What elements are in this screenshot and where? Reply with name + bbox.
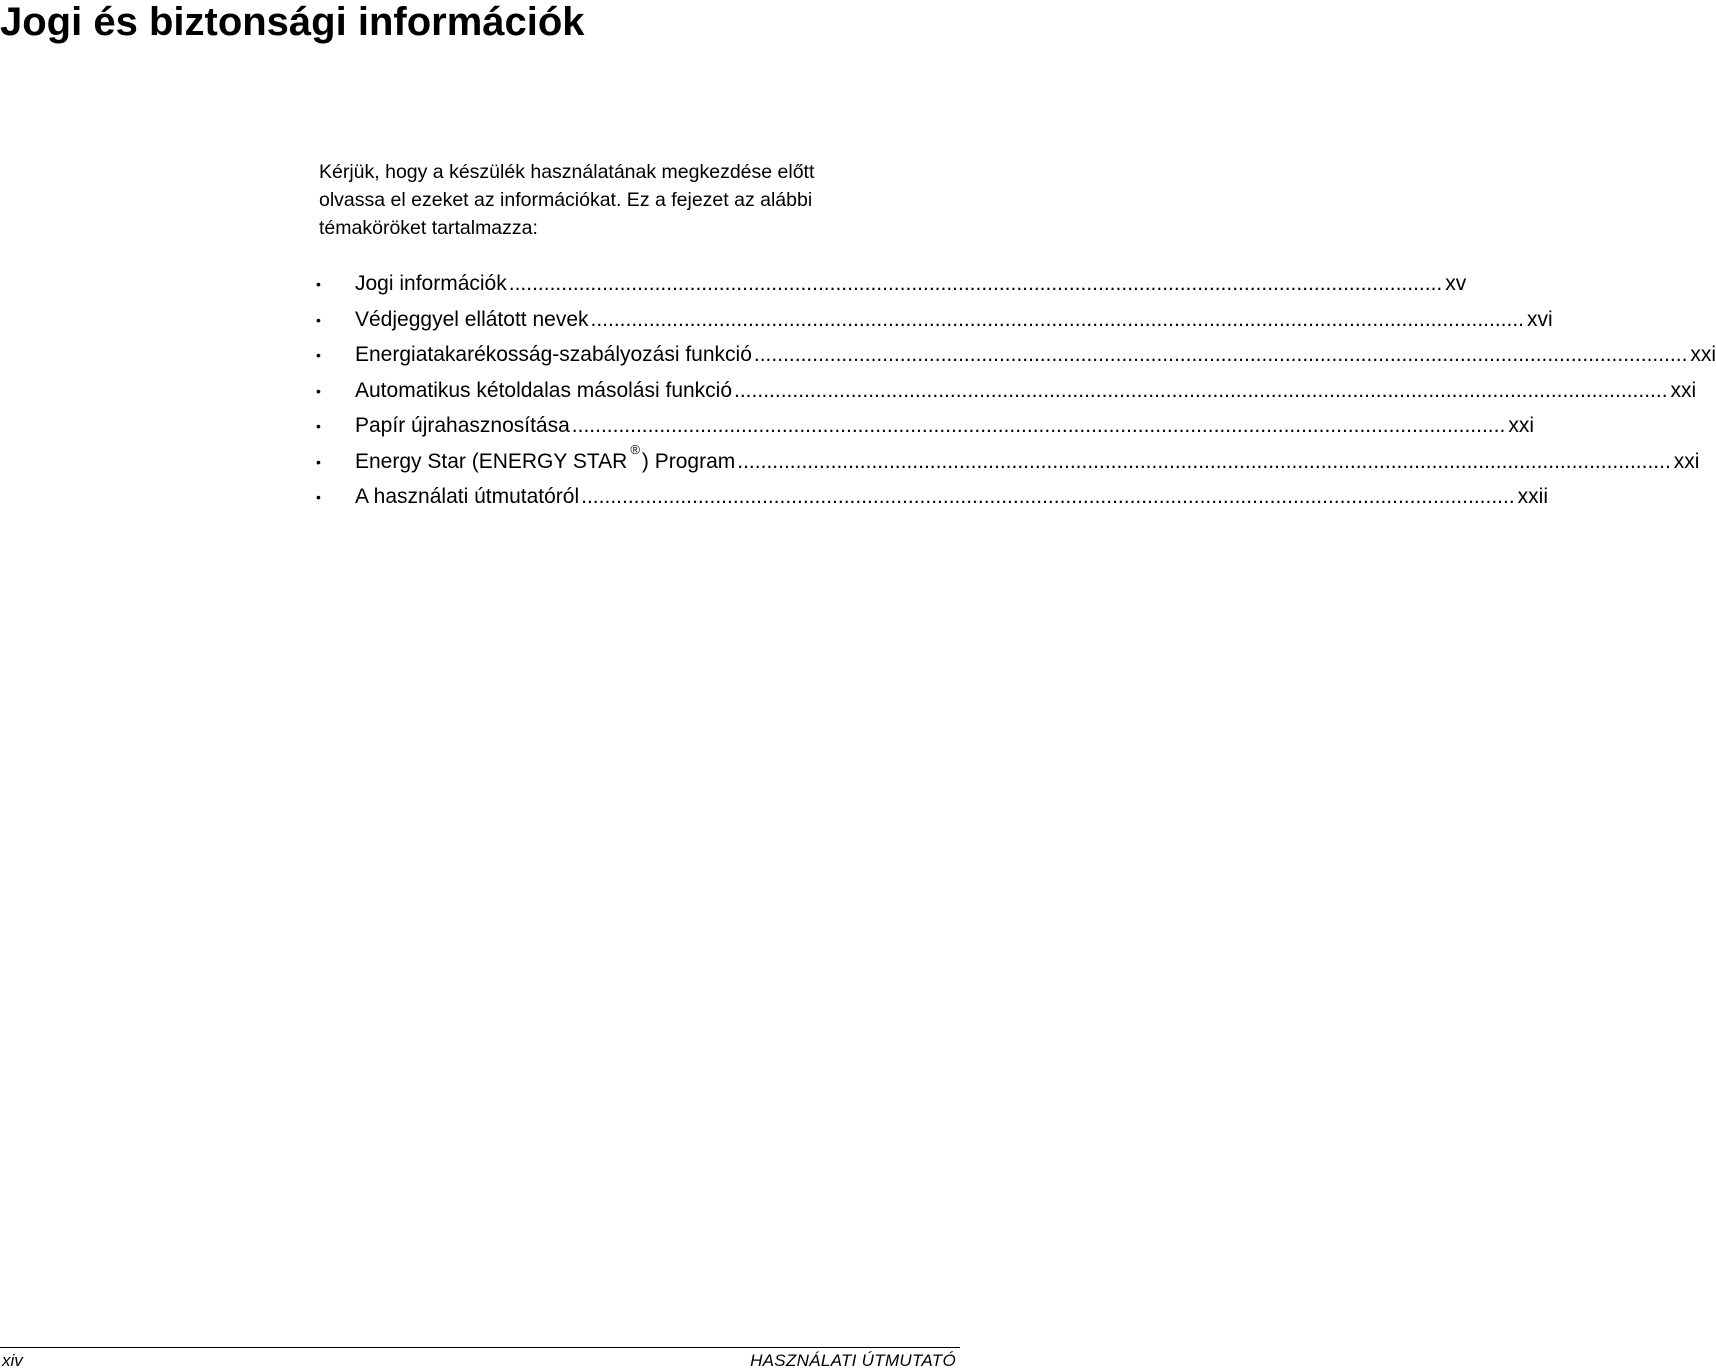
intro-line: olvassa el ezeket az információkat. Ez a fejezet az alábbi [319, 189, 813, 211]
toc-item-trademarks[interactable] [316, 304, 1553, 340]
footer-manual-name: HASZNÁLATI ÚTMUTATÓ [750, 1351, 956, 1370]
toc-item-label: Papír újrahasznosítása [355, 414, 570, 437]
footer-page-number: xiv [2, 1351, 23, 1370]
toc-page-number: xxi [1670, 378, 1697, 402]
toc-page-number: xvi [1527, 307, 1553, 331]
intro-line: témaköröket tartalmazza: [319, 217, 538, 239]
toc-dot-leader: ................................................................................................................................................................ [508, 272, 1443, 295]
bullet-icon: • [316, 418, 321, 434]
intro-paragraph [319, 158, 939, 242]
page-title: Jogi és biztonsági információk [0, 0, 585, 44]
bullet-icon: • [316, 276, 321, 292]
toc-dot-leader: ................................................................................................................................................................ [581, 485, 1515, 508]
registered-mark-icon: ® [630, 441, 640, 457]
bullet-icon: • [316, 347, 321, 363]
toc-dot-leader: ................................................................................................................................................................ [734, 378, 1668, 402]
toc-item-label: Energiatakarékosság-szabályozási funkció [355, 343, 752, 366]
toc-item-paper-recycling[interactable] [316, 410, 1534, 446]
bullet-icon: • [316, 453, 321, 470]
toc-item-energy-saving-control[interactable] [316, 339, 1716, 375]
table-of-contents [316, 268, 1716, 517]
toc-dot-leader: ................................................................................................................................................................ [737, 449, 1671, 473]
toc-item-label: Jogi információk [355, 272, 507, 295]
toc-item-energy-star-program[interactable] [316, 441, 1700, 482]
toc-item-auto-duplex-copy[interactable] [316, 375, 1697, 411]
bullet-icon: • [316, 311, 321, 328]
toc-dot-leader: ................................................................................................................................................................ [571, 414, 1506, 437]
intro-line: Kérjük, hogy a készülék használatának megkezdése előtt [319, 161, 815, 183]
toc-page-number: xv [1445, 272, 1467, 295]
toc-item-label: Védjeggyel ellátott nevek [355, 307, 589, 331]
toc-page-number: xxii [1517, 485, 1548, 508]
footer-divider [0, 1347, 960, 1348]
toc-dot-leader: ................................................................................................................................................................ [590, 307, 1525, 331]
toc-page-number: xxi [1673, 449, 1700, 473]
toc-item-label [355, 441, 736, 478]
toc-page-number: xxi [1690, 343, 1716, 366]
toc-item-label: A használati útmutatóról [355, 485, 580, 508]
toc-label-after-mark: ) Program [641, 449, 736, 473]
bullet-icon: • [316, 489, 321, 505]
toc-item-label: Automatikus kétoldalas másolási funkció [355, 378, 733, 402]
bullet-icon: • [316, 382, 321, 399]
toc-page-number: xxi [1508, 414, 1534, 437]
toc-item-about-manual[interactable] [316, 481, 1548, 517]
toc-label-before-mark: Energy Star (ENERGY STAR [355, 449, 628, 473]
toc-item-legal-information[interactable] [316, 268, 1467, 304]
toc-dot-leader: ................................................................................................................................................................ [753, 343, 1688, 366]
